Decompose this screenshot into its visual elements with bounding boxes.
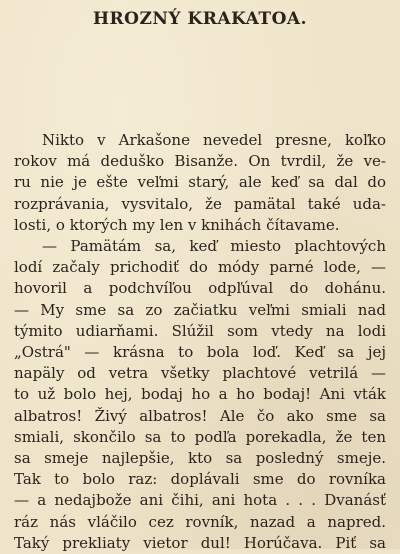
text-line: Tak to bolo raz: doplávali sme do rovníka [14, 470, 386, 489]
text-line: — My sme sa zo začiatku veľmi smiali nad [14, 300, 386, 319]
text-line: lodí začaly prichodiť do módy parné lode, — [14, 258, 386, 277]
text-line: hovoril a podchvíľou odpľúval do dohánu. [14, 279, 386, 298]
text-line: týmito udiarňami. Slúžil som vtedy na lodi [14, 321, 386, 340]
text-line: „Ostrá" — krásna to bola loď. Keď sa jej [14, 343, 386, 362]
text-line: napäly od vetra všetky plachtové vetrilá — [14, 364, 386, 383]
text-line: — Pamätám sa, keď miesto plachtových [42, 237, 386, 256]
text-line: Taký prekliaty vietor dul! Horúčava. Piť sa [14, 533, 386, 552]
text-line: losti, o ktorých my len v knihách čítavame. [14, 215, 340, 234]
text-line: Nikto v Arkašone nevedel presne, koľko [42, 131, 386, 149]
chapter-text [14, 130, 386, 554]
text-line: ru nie je ešte veľmi starý, ale keď sa dal do [14, 173, 386, 192]
text-line: rozprávania, vysvitalo, že pamätal také uda- [14, 194, 386, 213]
text-line: to už bolo hej, bodaj ho a ho bodaj! Ani vták [14, 385, 386, 404]
text-line: smiali, skončilo sa to podľa porekadla, že ten [14, 427, 386, 446]
chapter-title: HROZNÝ KRAKATOA. [92, 9, 307, 29]
text-line: ráz nás vláčilo cez rovník, nazad a napred. [14, 512, 386, 531]
text-line: rokov má deduško Bisanže. On tvrdil, že ve- [14, 152, 386, 171]
text-line: sa smeje najlepšie, kto sa posledný smeje. [14, 449, 386, 468]
text-line: — a nedajbože ani čihi, ani hota . . . Dvanásť [14, 491, 386, 510]
text-line: albatros! Živý albatros! Ale čo ako sme sa [14, 406, 386, 425]
